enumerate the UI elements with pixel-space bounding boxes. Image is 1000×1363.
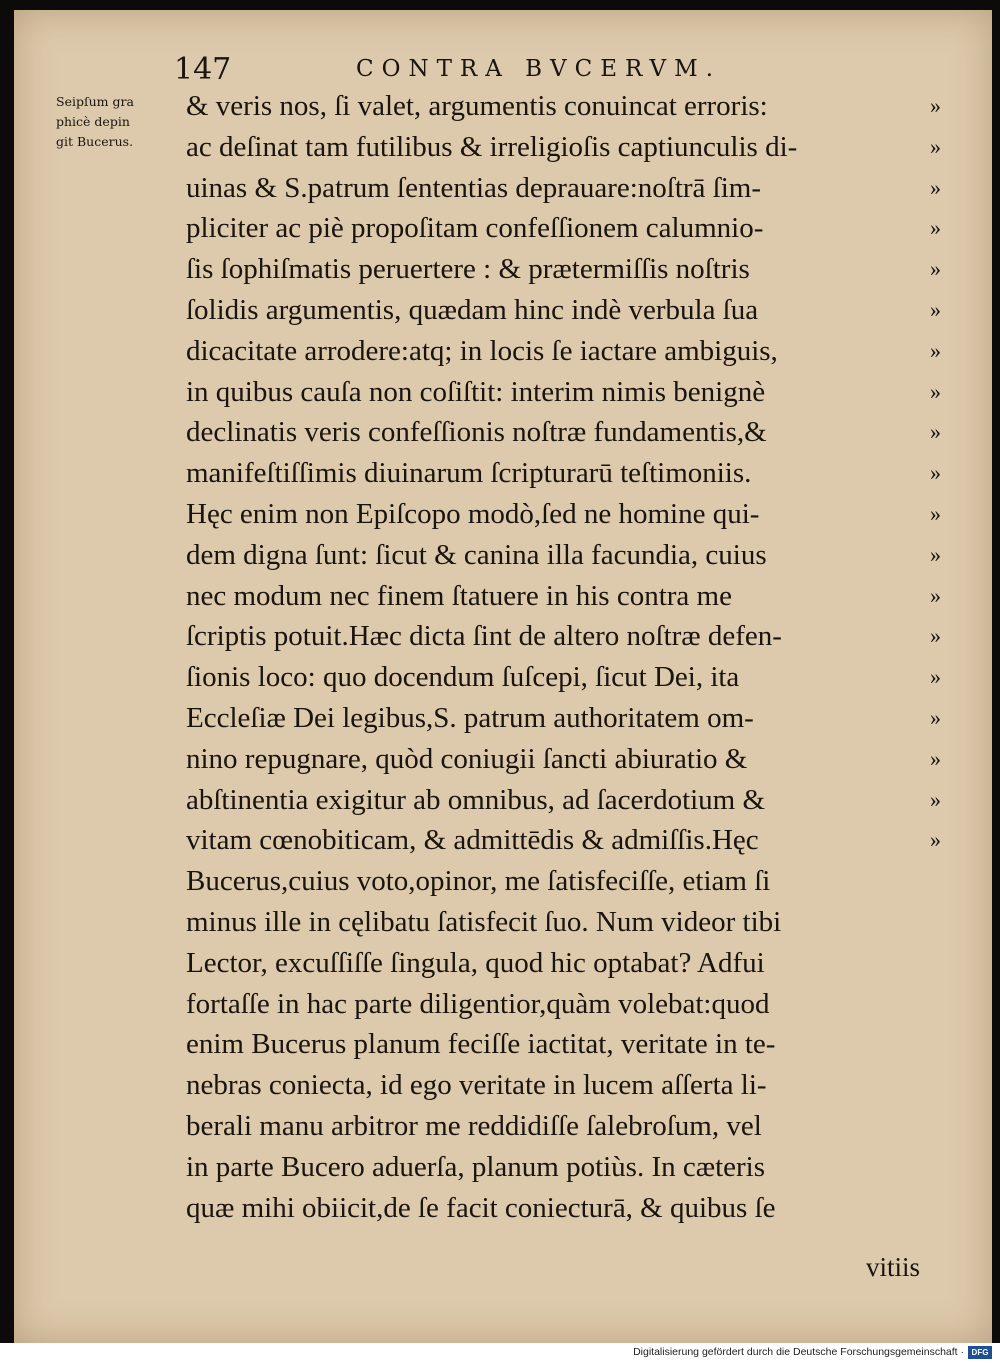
text-line — [186, 494, 941, 535]
quotation-mark: » — [930, 256, 941, 282]
marginal-note-line: Seipſum gra — [56, 94, 134, 109]
quotation-mark: » — [930, 704, 941, 730]
text-line-content: Bucerus,cuius voto,opinor, me ſatisfeciſſe, etiam ſi — [186, 865, 771, 898]
text-line — [186, 943, 797, 984]
text-line — [186, 1106, 797, 1147]
marginal-note-line: git Bucerus. — [56, 134, 134, 149]
text-line-content: ſolidis argumentis, quædam hinc indè verbula ſua — [186, 293, 759, 326]
text-line — [186, 535, 941, 576]
digitization-footer — [0, 1343, 1000, 1363]
marginal-note-line: phicè depin — [56, 114, 130, 129]
quotation-mark: » — [930, 337, 941, 363]
text-line-content: in quibus cauſa non coſiſtit: interim nimis benignè — [186, 375, 766, 408]
text-line-content: nino repugnare, quòd coniugii ſancti abiuratio & — [186, 742, 748, 775]
text-line-content: dem digna ſunt: ſicut & canina illa facundia, cuius — [186, 538, 767, 571]
text-line-content: pliciter ac piè propoſitam confeſſionem calumnio- — [186, 212, 764, 245]
text-line — [186, 290, 941, 331]
book-page — [14, 10, 992, 1343]
text-line-content: in parte Bucero aduerſa, planum potiùs. In cæteris — [186, 1150, 766, 1183]
quotation-mark: » — [930, 500, 941, 526]
text-line-content: ac deſinat tam futilibus & irreligioſis captiunculis di- — [186, 130, 798, 163]
text-line-content: Hęc enim non Epiſcopo modò,ſed ne homine qui- — [186, 497, 760, 530]
text-line — [186, 453, 941, 494]
text-line — [186, 820, 941, 861]
running-head: CONTRA BVCERVM. — [356, 56, 722, 82]
footer-credit: Digitalisierung gefördert durch die Deutsche Forschungsgemeinschaft · — [633, 1346, 964, 1358]
quotation-mark: » — [930, 460, 941, 486]
text-line-content: & veris nos, ſi valet, argumentis conuincat erroris: — [186, 90, 768, 122]
text-line-content: fortaſſe in hac parte diligentior,quàm volebat:quod — [186, 987, 770, 1020]
text-line — [186, 780, 941, 821]
quotation-mark: » — [930, 827, 941, 853]
body-text — [186, 86, 941, 1228]
text-line — [186, 902, 797, 943]
quotation-mark: » — [930, 786, 941, 812]
text-line-content: berali manu arbitror me reddidiſſe ſalebroſum, vel — [186, 1109, 762, 1142]
quotation-mark: » — [930, 582, 941, 608]
text-line — [186, 1188, 797, 1229]
quotation-mark: » — [930, 378, 941, 404]
text-line-content: minus ille in cęlibatu ſatisfecit ſuo. Num videor tibi — [186, 905, 782, 938]
text-line — [186, 168, 941, 209]
text-line — [186, 127, 941, 168]
text-line — [186, 331, 941, 372]
text-line — [186, 372, 941, 413]
quotation-mark: » — [930, 133, 941, 159]
marginal-note — [56, 92, 184, 152]
text-line-content: ſionis loco: quo docendum ſuſcepi, ſicut Dei, ita — [186, 661, 740, 694]
text-line-content: nebras coniecta, id ego veritate in lucem aſſerta li- — [186, 1069, 767, 1102]
text-line — [186, 984, 797, 1025]
text-line-content: dicacitate arrodere:atq; in locis ſe iactare ambiguis, — [186, 334, 778, 367]
text-line — [186, 1065, 797, 1106]
text-line — [186, 208, 941, 249]
quotation-mark: » — [930, 174, 941, 200]
text-line — [186, 1024, 797, 1065]
text-line — [186, 576, 941, 617]
text-line — [186, 616, 941, 657]
text-line — [186, 412, 941, 453]
text-line-content: vitam cœnobiticam, & admittēdis & admiſſis.Hęc — [186, 824, 759, 857]
quotation-mark: » — [930, 745, 941, 771]
text-line-content: Eccleſiæ Dei legibus,S. patrum authoritatem om- — [186, 701, 754, 734]
text-line — [186, 861, 797, 902]
quotation-mark: » — [930, 296, 941, 322]
page-number: 147 — [174, 52, 232, 87]
text-line-content: declinatis veris confeſſionis noſtræ fundamentis,& — [186, 416, 767, 449]
text-line — [186, 657, 941, 698]
text-line-content: ſcriptis potuit.Hæc dicta ſint de altero noſtræ defen- — [186, 620, 782, 653]
text-line-content: abſtinentia exigitur ab omnibus, ad ſacerdotium & — [186, 783, 766, 816]
text-line-content: Lector, excuſſiſſe ſingula, quod hic optabat? Adfui — [186, 946, 765, 979]
text-line-content: uinas & S.patrum ſententias deprauare:noſtrā ſim- — [186, 171, 762, 204]
catchword: vitiis — [866, 1252, 921, 1282]
quotation-mark: » — [930, 419, 941, 445]
quotation-mark: » — [930, 215, 941, 241]
text-line-content: nec modum nec finem ſtatuere in his contra me — [186, 579, 732, 612]
text-line-content: manifeſtiſſimis diuinarum ſcripturarū teſtimoniis. — [186, 457, 752, 490]
text-line-content: enim Bucerus planum feciſſe iactitat, veritate in te- — [186, 1028, 776, 1061]
quotation-mark: » — [930, 93, 941, 118]
text-line-content: quæ mihi obiicit,de ſe facit coniecturā, & quibus ſe — [186, 1191, 776, 1224]
quotation-mark: » — [930, 541, 941, 567]
text-line — [186, 698, 941, 739]
text-line — [186, 1147, 797, 1188]
text-line — [186, 739, 941, 780]
text-line — [186, 249, 941, 290]
dfg-logo: DFG — [968, 1346, 992, 1359]
text-line — [186, 86, 941, 127]
text-line-content: ſis ſophiſmatis peruertere : & prætermiſſis noſtris — [186, 253, 750, 286]
quotation-mark: » — [930, 664, 941, 690]
quotation-mark: » — [930, 623, 941, 649]
